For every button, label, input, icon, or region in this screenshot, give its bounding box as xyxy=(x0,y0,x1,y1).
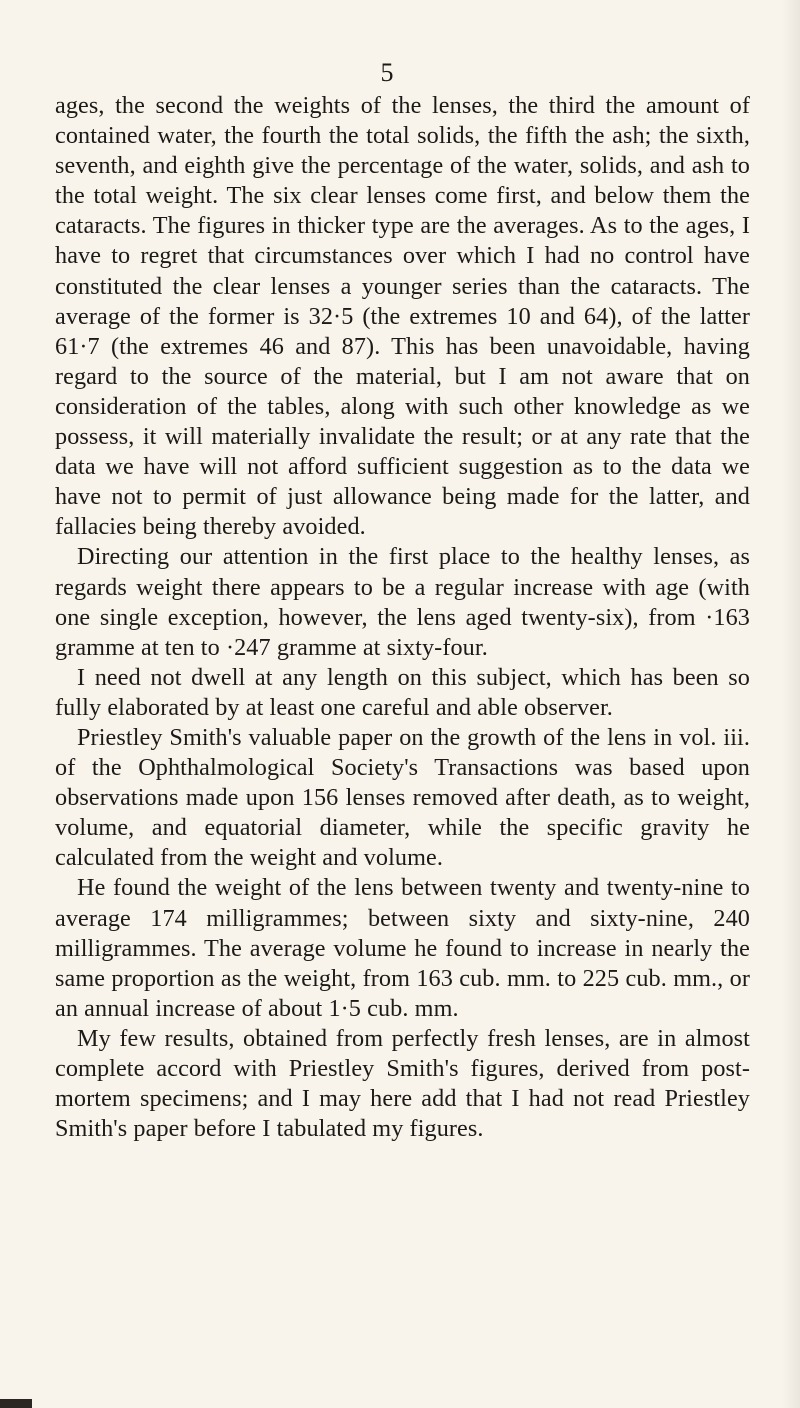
paragraph-healthy-lenses: Directing our attention in the first place to the healthy lenses, as regards weight there appears to be a regular increase with age (with one single exception, however, the lens aged twenty-six), from ·163 gramme at ten to ·247 gramme at sixty-four. xyxy=(55,543,750,661)
paragraph-priestley-smith-paper: Priestley Smith's valuable paper on the growth of the lens in vol. iii. of the Ophthalmological Society's Transactions was based upon observations made upon 156 lenses removed after death, as to weight, volume, and equatorial diameter, while the specific gravity he calculated from the weight and volume. xyxy=(55,723,750,872)
paragraph-my-results: My few results, obtained from perfectly fresh lenses, are in almost complete accord with Priestley Smith's figures, derived from post-mortem specimens; and I may here add that I had not read Priestley Smith's paper before I tabulated my figures. xyxy=(55,1024,750,1143)
paragraph-dwell: I need not dwell at any length on this subject, which has been so fully elaborated by at least one careful and able observer. xyxy=(55,663,750,721)
scan-corner-mark xyxy=(0,1399,32,1408)
paragraph-weight-and-volume: He found the weight of the lens between twenty and twenty-nine to average 174 milligrammes; between sixty and sixty-nine, 240 milligrammes. The average volume he found to increase in nearly the same proportion as the weight, from 163 cub. mm. to 225 cub. mm., or an annual increase of about 1·5 cub. mm. xyxy=(55,874,750,1022)
paragraph-ages-and-averages: ages, the second the weights of the lenses, the third the amount of contained water, the fourth the total solids, the fifth the ash; the sixth, seventh, and eighth give the percentage of the water, solids, and ash to the total weight. The six clear lenses come first, and below them the cataracts. The figures in thicker type are the averages. As to the ages, I have to regret that circumstances over which I had no control have constituted the clear lenses a younger series than the cataracts. The average of the former is 32·5 (the extremes 10 and 64), of the latter 61·7 (the extremes 46 and 87). This has been unavoidable, having regard to the source of the material, but I am not aware that on consideration of the tables, along with such other knowledge as we possess, it will materially invalidate the result; or at any rate that the data we have will not afford sufficient suggestion as to the data we have not to permit of just allowance being made for the latter, and fallacies being thereby avoided. xyxy=(55,92,750,541)
body-text xyxy=(55,91,750,1144)
page-number: 5 xyxy=(380,58,394,87)
page-edge-shadow xyxy=(782,0,800,1408)
